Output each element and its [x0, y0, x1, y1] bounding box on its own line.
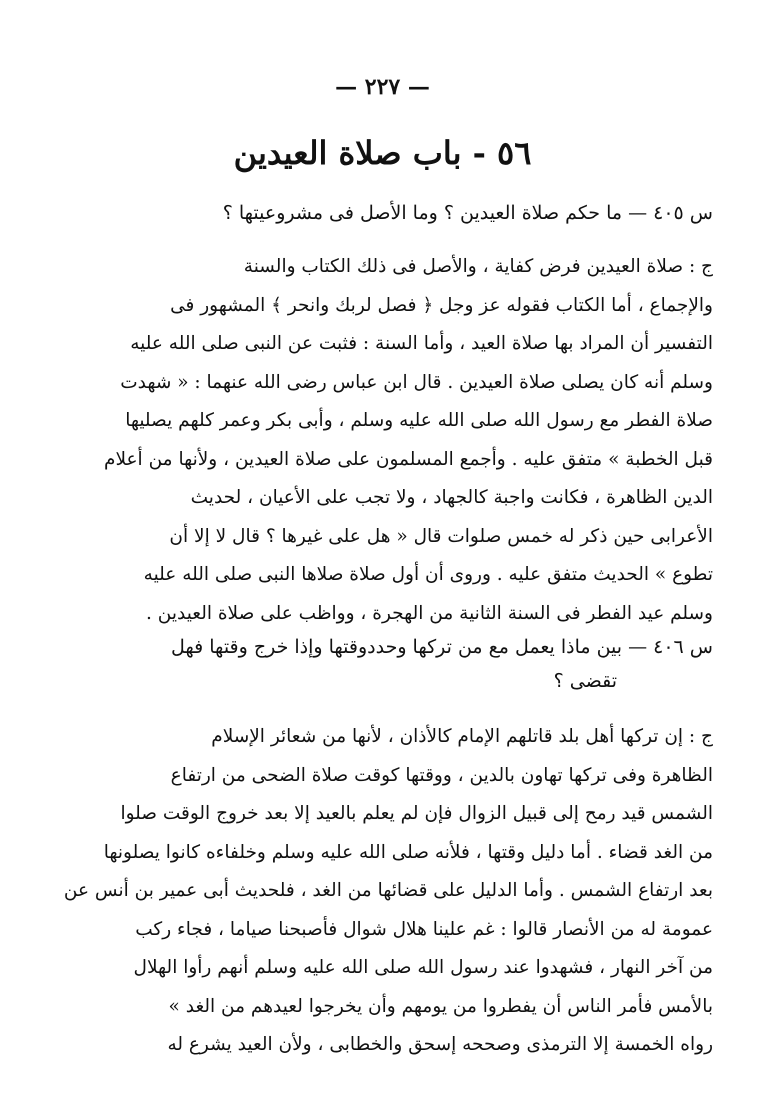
- answer-406-line: من الغد قضاء . أما دليل وقتها ، فلأنه صلى الله عليه وسلم وخلفاءه كانوا يصلونها: [103, 841, 713, 863]
- chapter-title: ٥٦ - باب صلاة العيدين: [233, 134, 532, 172]
- question-406: [43, 630, 713, 698]
- answer-405-line: الدين الظاهرة ، فكانت واجبة كالجهاد ، ولا تجب على الأعيان ، لحديث: [190, 487, 713, 508]
- answer-406-line: بالأمس فأمر الناس أن يفطروا من يومهم وأن يخرجوا لعيدهم من الغد »: [168, 995, 713, 1017]
- answer-406-line: ج : إن تركها أهل بلد قاتلهم الإمام كالأذان ، لأنها من شعائر الإسلام: [211, 726, 713, 747]
- answer-406-line: عمومة له من الأنصار قالوا : غم علينا هلال شوال فأصبحنا صياما ، فجاء ركب: [135, 918, 713, 940]
- question-406-line-2: تقضى ؟: [553, 670, 617, 692]
- answer-405: [43, 248, 713, 633]
- answer-406-line: الشمس قيد رمح إلى قبيل الزوال فإن لم يعلم بالعيد إلا بعد خروج الوقت صلوا: [120, 803, 713, 824]
- question-406-line-1: س ٤٠٦ — بين ماذا يعمل مع من تركها وحددوقتها وإذا خرج وقتها فهل: [171, 636, 713, 658]
- answer-406: [43, 718, 713, 1065]
- page-number: — ٢٢٧ —: [335, 74, 430, 100]
- question-405-text: س ٤٠٥ — ما حكم صلاة العيدين ؟ وما الأصل فى مشروعيتها ؟: [222, 202, 713, 224]
- answer-405-line: التفسير أن المراد بها صلاة العيد ، وأما السنة : فثبت عن النبى صلى الله عليه: [130, 333, 713, 354]
- answer-406-line: رواه الخمسة إلا الترمذى وصححه إسحق والخطابى ، ولأن العيد يشرع له: [167, 1034, 713, 1055]
- answer-406-line: بعد ارتفاع الشمس . وأما الدليل على قضائها من الغد ، فلحديث أبى عمير بن أنس عن: [63, 880, 713, 901]
- answer-405-line: صلاة الفطر مع رسول الله صلى الله عليه وسلم ، وأبى بكر وعمر كلهم يصليها: [125, 410, 713, 431]
- answer-405-line: وسلم عيد الفطر فى السنة الثانية من الهجرة ، وواظب على صلاة العيدين .: [146, 602, 713, 624]
- answer-406-line: الظاهرة وفى تركها تهاون بالدين ، ووقتها كوقت صلاة الضحى من ارتفاع: [170, 764, 713, 786]
- answer-405-line: قبل الخطبة » متفق عليه . وأجمع المسلمون على صلاة العيدين ، ولأنها من أعلام: [104, 448, 713, 470]
- answer-405-line: الأعرابى حين ذكر له خمس صلوات قال « هل على غيرها ؟ قال لا إلا أن: [169, 525, 713, 547]
- answer-406-line: من آخر النهار ، فشهدوا عند رسول الله صلى الله عليه وسلم أنهم رأوا الهلال: [133, 957, 713, 978]
- answer-405-line: تطوع » الحديث متفق عليه . وروى أن أول صلاة صلاها النبى صلى الله عليه: [143, 564, 713, 585]
- question-405: [43, 196, 713, 230]
- answer-405-line: وسلم أنه كان يصلى صلاة العيدين . قال ابن عباس رضى الله عنهما : « شهدت: [120, 371, 713, 393]
- answer-405-line: والإجماع ، أما الكتاب فقوله عز وجل ﴿ فصل لربك وانحر ﴾ المشهور فى: [170, 294, 713, 316]
- answer-405-line: ج : صلاة العيدين فرض كفاية ، والأصل فى ذلك الكتاب والسنة: [243, 256, 713, 277]
